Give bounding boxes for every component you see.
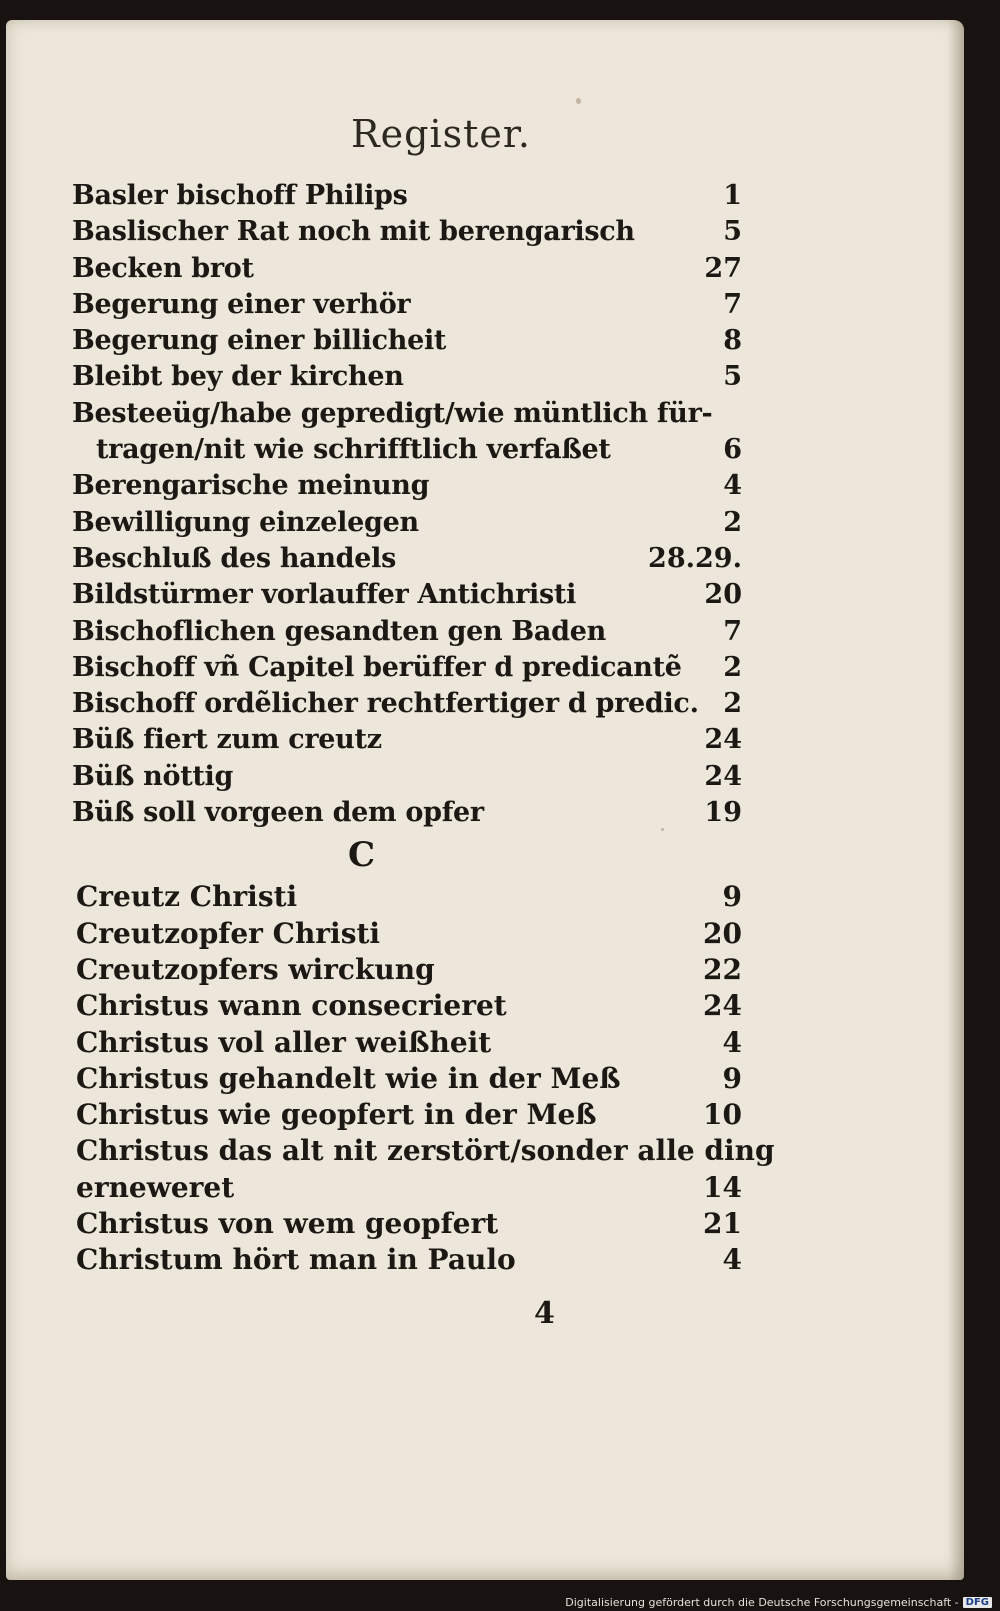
entry-text: Begerung einer verhör	[72, 288, 411, 320]
entry-text: Büß fiert zum creutz	[72, 724, 382, 756]
register-heading: Register.	[351, 112, 531, 156]
register-entry	[72, 686, 742, 722]
entry-text: Christus wie geopfert in der Meß	[76, 1098, 597, 1132]
section-letter-c: C	[348, 835, 376, 876]
register-entry	[72, 1025, 742, 1061]
register-entry	[72, 396, 742, 432]
register-entry	[72, 432, 742, 468]
entry-page-ref: 1	[723, 180, 742, 211]
entry-page-ref: 2	[723, 688, 742, 720]
entry-page-ref: 2	[723, 506, 742, 538]
entry-page-ref: 2	[723, 651, 742, 683]
entry-text: Becken brot	[72, 252, 254, 284]
entry-text: Christus von wem geopfert	[76, 1207, 499, 1241]
register-entry	[72, 1133, 775, 1169]
entry-page-ref: 20	[703, 916, 742, 950]
entry-text: tragen/nit wie schrifftlich verfaßet	[96, 434, 611, 466]
register-entry	[72, 505, 742, 541]
register-entry	[72, 577, 742, 613]
register-entry	[72, 541, 742, 577]
register-entry	[72, 1061, 742, 1097]
entry-text: Beschluß des handels	[72, 542, 396, 574]
register-entry	[72, 795, 742, 831]
entry-page-ref: 5	[723, 216, 742, 248]
register-entry	[72, 287, 742, 323]
register-entry	[72, 214, 742, 250]
entry-text: Büß nöttig	[72, 760, 234, 792]
digitization-footer	[565, 1596, 992, 1609]
entry-text: Creutz Christi	[76, 880, 298, 914]
register-entry	[72, 614, 742, 650]
entry-text: Begerung einer billicheit	[72, 325, 447, 357]
register-entry	[72, 650, 742, 686]
entry-text: Berengarische meinung	[72, 470, 430, 502]
register-entry	[72, 1242, 742, 1278]
register-entry	[72, 916, 742, 952]
entry-page-ref: 19	[704, 797, 742, 829]
register-entry	[72, 178, 742, 214]
dfg-logo: DFG	[963, 1597, 992, 1608]
entry-text: Basler bischoff Philips	[72, 180, 408, 211]
entry-text: Baslischer Rat noch mit berengarisch	[72, 216, 635, 248]
entry-text: Bischoff vñ Capitel berüffer d predicantẽ	[72, 651, 682, 683]
page-edge-shadow	[948, 20, 964, 1580]
entry-page-ref: 8	[723, 325, 742, 357]
entry-text: Bleibt bey der kirchen	[72, 361, 404, 393]
entry-page-ref: 24	[704, 760, 742, 792]
register-entry	[72, 323, 742, 359]
entry-page-ref: 9	[722, 1061, 742, 1095]
register-entry	[72, 879, 742, 915]
paper-speck	[576, 98, 581, 104]
book-page	[6, 20, 964, 1580]
entry-page-ref: 4	[722, 1243, 742, 1277]
register-entry	[72, 1206, 742, 1242]
entry-text: Creutzopfers wirckung	[76, 952, 435, 986]
footer-text: Digitalisierung gefördert durch die Deutsche Forschungsgemeinschaft -	[565, 1596, 959, 1609]
register-entry	[72, 359, 742, 395]
entry-text: Besteeüg/habe gepredigt/wie müntlich für-	[72, 397, 713, 429]
entry-page-ref: 24	[703, 989, 742, 1023]
c-section	[72, 879, 775, 1278]
register-entry	[72, 1097, 742, 1133]
register-list	[72, 178, 775, 1279]
entry-text: Büß soll vorgeen dem opfer	[72, 797, 484, 829]
entry-text: erneweret	[76, 1170, 235, 1204]
entry-text: Christus vol aller weißheit	[76, 1025, 492, 1059]
register-entry	[72, 251, 742, 287]
entry-page-ref: 5	[723, 361, 742, 393]
b-section	[72, 178, 742, 831]
entry-page-ref: 9	[722, 880, 742, 914]
entry-page-ref: 7	[723, 288, 742, 320]
entry-text: Christus wann consecrieret	[76, 989, 507, 1023]
entry-text: Christus das alt nit zerstört/sonder alle ding	[76, 1134, 775, 1168]
register-entry	[72, 952, 742, 988]
entry-text: Bischoflichen gesandten gen Baden	[72, 615, 606, 647]
entry-text: Christum hört man in Paulo	[76, 1243, 516, 1277]
entry-page-ref: 24	[704, 724, 742, 756]
entry-page-ref: 27	[704, 252, 742, 284]
page-number: 4	[534, 1296, 555, 1331]
entry-page-ref: 22	[703, 952, 742, 986]
entry-page-ref: 14	[703, 1170, 742, 1204]
register-entry	[72, 988, 742, 1024]
entry-page-ref: 28.29.	[648, 542, 742, 574]
entry-page-ref: 10	[703, 1098, 742, 1132]
register-entry	[72, 1170, 742, 1206]
register-entry	[72, 759, 742, 795]
entry-page-ref: 7	[723, 615, 742, 647]
entry-page-ref: 20	[704, 579, 742, 611]
register-entry	[72, 468, 742, 504]
entry-text: Bewilligung einzelegen	[72, 506, 419, 538]
entry-page-ref: 21	[703, 1207, 742, 1241]
entry-page-ref: 4	[722, 1025, 742, 1059]
entry-text: Creutzopfer Christi	[76, 916, 381, 950]
entry-page-ref: 6	[723, 434, 742, 466]
entry-page-ref: 4	[723, 470, 742, 502]
entry-text: Bildstürmer vorlauffer Antichristi	[72, 579, 577, 611]
register-entry	[72, 722, 742, 758]
entry-text: Christus gehandelt wie in der Meß	[76, 1061, 621, 1095]
entry-text: Bischoff ordẽlicher rechtfertiger d predic.	[72, 688, 699, 720]
